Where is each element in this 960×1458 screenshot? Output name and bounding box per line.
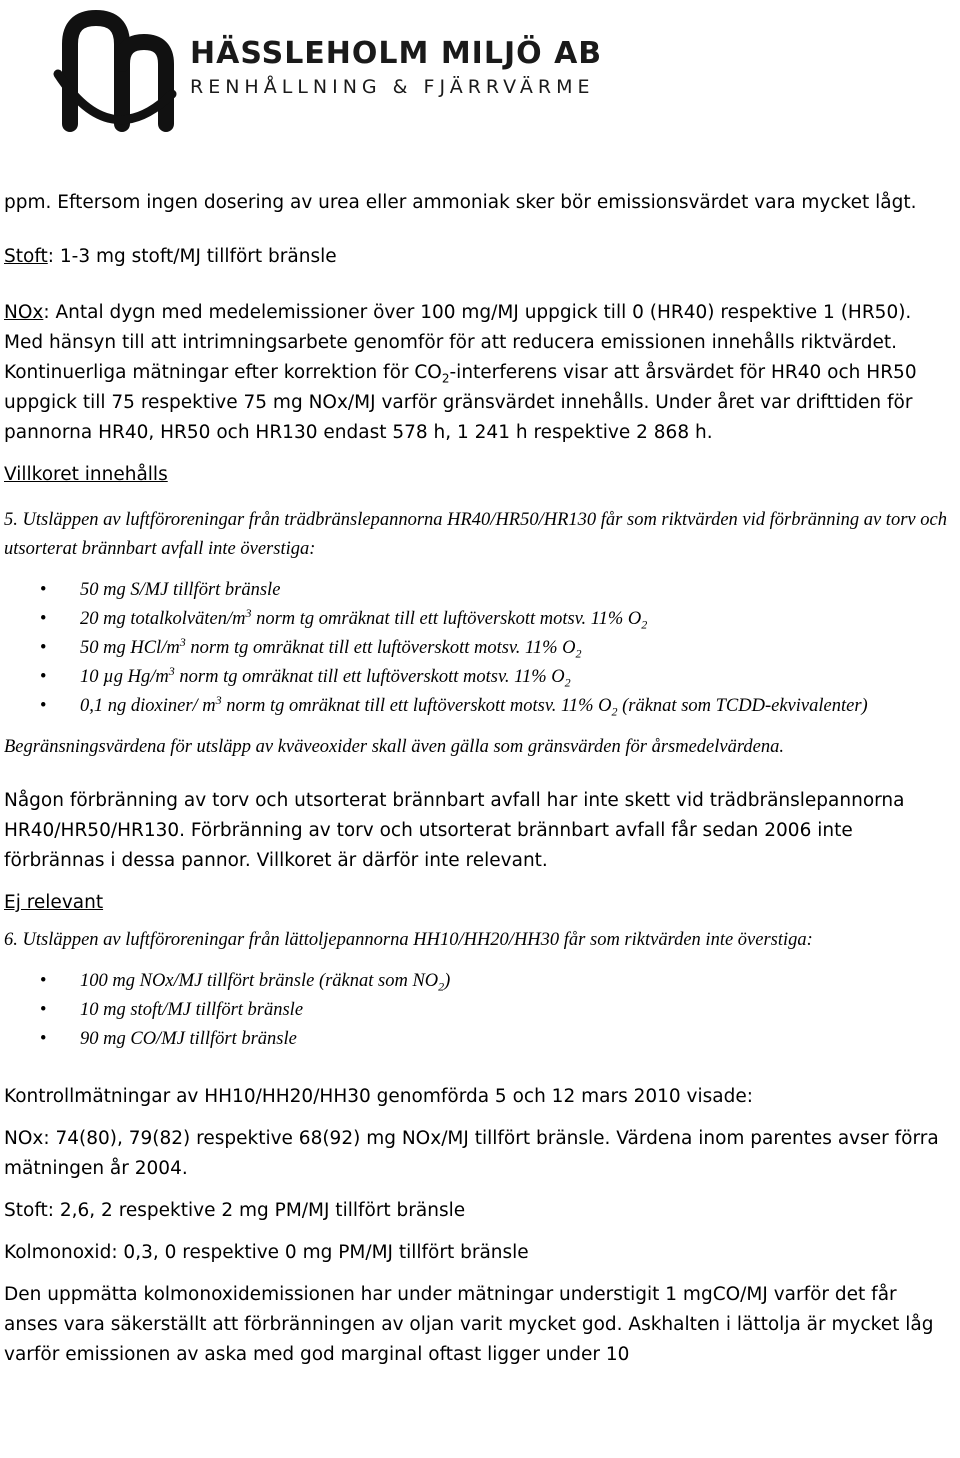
list-item — [4, 692, 956, 721]
subscript: 2 — [438, 979, 445, 994]
list-item — [4, 1025, 956, 1054]
nox-text-2: -interferens visar att årsvärdet för HR40 och HR50 uppgick till 75 respektive 75 mg NOx/MJ varför gränsvärdet innehålls. Under året var drifttiden för pannorna HR40, HR50 och HR130 endast 578 h, 1 241 h respektive 2 868 h. — [4, 362, 917, 443]
nox-result: NOx: 74(80), 79(82) respektive 68(92) mg NOx/MJ tillfört bränsle. Värdena inom parentes avser förra mätningen år 2004. — [4, 1128, 939, 1179]
list-item — [4, 576, 956, 605]
list-item-text: (räknat som TCDD-ekvivalenter) — [617, 696, 868, 716]
list-item-text: 20 mg totalkolväten/m — [80, 609, 246, 629]
stoft-text: : 1-3 mg stoft/MJ tillfört bränsle — [47, 246, 337, 267]
list-item-text: norm tg omräknat till ett luftöverskott motsv. 11% O — [174, 667, 565, 687]
condition-6-list — [4, 967, 956, 1054]
company-name: HÄSSLEHOLM MILJÖ AB — [190, 36, 603, 71]
kolmonoxid-result: Kolmonoxid: 0,3, 0 respektive 0 mg PM/MJ tillfört bränsle — [4, 1242, 529, 1263]
final-paragraph: Den uppmätta kolmonoxidemissionen har under mätningar understigit 1 mgCO/MJ varför det får anses vara säkerställt att förbränningen av oljan varit mycket god. Askhalten i lättolja är mycket låg varför emissionen av aska med god marginal oftast ligger under 10 — [4, 1284, 934, 1365]
stoft-label: Stoft — [4, 246, 48, 267]
list-item-text: 0,1 ng dioxiner/ m — [80, 696, 216, 716]
kontroll-heading: Kontrollmätningar av HH10/HH20/HH30 genomförda 5 och 12 mars 2010 visade: — [4, 1086, 753, 1107]
superscript: 3 — [245, 605, 252, 620]
condition-6-intro: 6. Utsläppen av luftföroreningar från lättoljepannorna HH10/HH20/HH30 får som riktvärden inte överstiga: — [4, 930, 813, 950]
document-body — [4, 188, 956, 1370]
subscript: 2 — [611, 704, 618, 719]
superscript: 3 — [215, 692, 222, 707]
list-item — [4, 634, 956, 663]
nox-label: NOx — [4, 302, 44, 323]
co2-subscript: 2 — [441, 371, 450, 386]
list-item — [4, 967, 956, 996]
stoft-line — [4, 242, 956, 272]
list-item-text: 100 mg NOx/MJ tillfört bränsle (räknat som NO — [80, 971, 439, 991]
list-item-text: norm tg omräknat till ett luftöverskott motsv. 11% O — [185, 638, 576, 658]
list-item-text: ) — [444, 971, 451, 991]
list-item — [4, 605, 956, 634]
list-item-text: 50 mg HCl/m — [80, 638, 180, 658]
villkor-status-1: Villkoret innehålls — [4, 464, 168, 485]
condition-5-note: Begränsningsvärdena för utsläpp av kväveoxider skall även gälla som gränsvärden för årsmedelvärdena. — [4, 737, 784, 757]
condition-5-intro: 5. Utsläppen av luftföroreningar från trädbränslepannorna HR40/HR50/HR130 får som riktvärden vid förbränning av torv och utsorterat brännbart avfall inte överstiga: — [4, 510, 947, 559]
subscript: 2 — [564, 675, 571, 690]
company-subtitle: RENHÅLLNING & FJÄRRVÄRME — [190, 76, 595, 98]
list-item-text: norm tg omräknat till ett luftöverskott motsv. 11% O — [251, 609, 642, 629]
ej-relevant-status: Ej relevant — [4, 892, 104, 913]
list-item-text: 50 mg S/MJ tillfört bränsle — [80, 580, 281, 600]
condition-5-list — [4, 576, 956, 721]
list-item-text: 90 mg CO/MJ tillfört bränsle — [80, 1029, 297, 1049]
nox-text-1: : Antal dygn med medelemissioner över 100 mg/MJ uppgick till 0 (HR40) respektive 1 (HR50). Med hänsyn till att intrimningsarbete genomför för att reducera emissionen innehålls riktvärdet. Kontinuerliga mätningar efter korrektion för CO — [4, 302, 912, 383]
subscript: 2 — [575, 646, 582, 661]
superscript: 3 — [168, 663, 175, 678]
torv-paragraph: Någon förbränning av torv och utsorterat brännbart avfall har inte skett vid trädbränslepannorna HR40/HR50/HR130. Förbränning av torv och utsorterat brännbart avfall får sedan 2006 inte förbrännas i dessa pannor. Villkoret är därför inte relevant. — [4, 790, 905, 871]
paragraph-intro: ppm. Eftersom ingen dosering av urea eller ammoniak sker bör emissionsvärdet vara mycket lågt. — [4, 192, 917, 213]
letterhead — [0, 0, 960, 150]
list-item — [4, 663, 956, 692]
list-item — [4, 996, 956, 1025]
stoft-result: Stoft: 2,6, 2 respektive 2 mg PM/MJ tillfört bränsle — [4, 1200, 466, 1221]
list-item-text: 10 mg stoft/MJ tillfört bränsle — [80, 1000, 304, 1020]
company-logo — [40, 4, 180, 144]
subscript: 2 — [641, 617, 648, 632]
superscript: 3 — [179, 634, 186, 649]
nox-paragraph — [4, 298, 956, 448]
list-item-text: norm tg omräknat till ett luftöverskott motsv. 11% O — [221, 696, 612, 716]
list-item-text: 10 µg Hg/m — [80, 667, 169, 687]
